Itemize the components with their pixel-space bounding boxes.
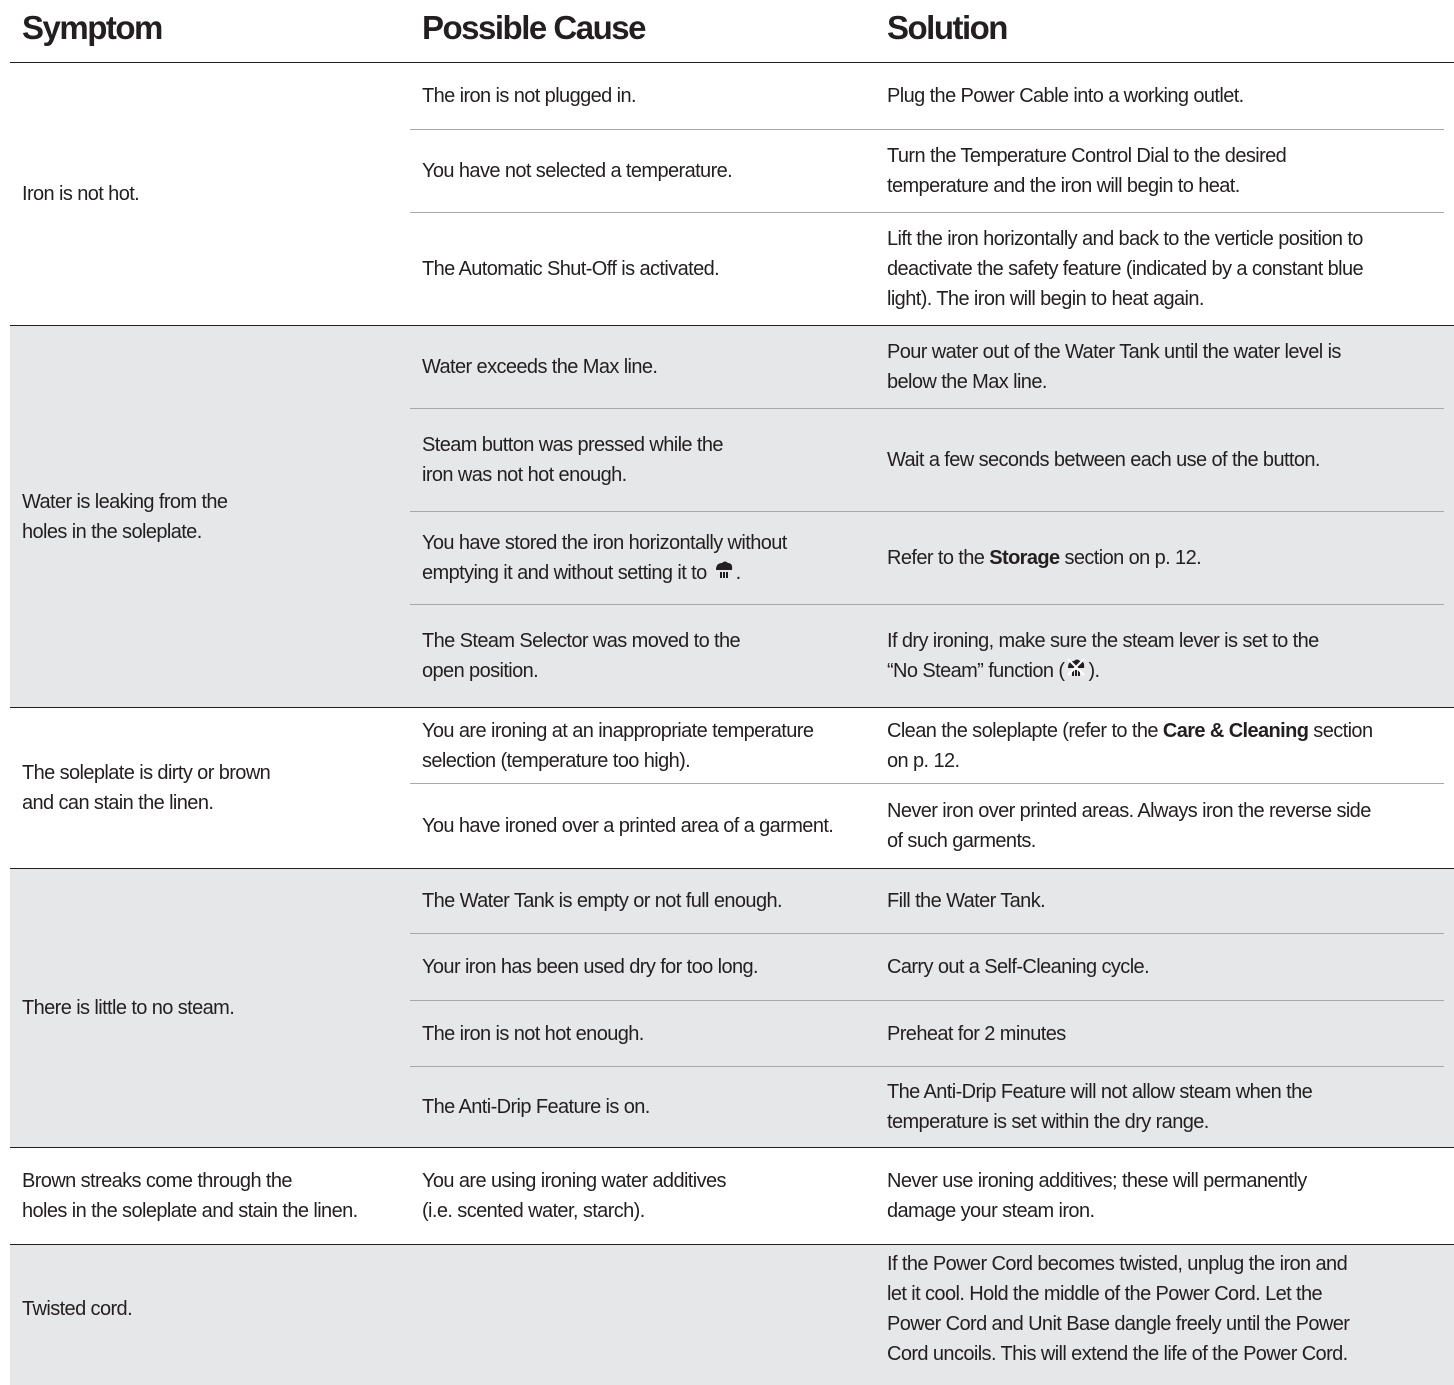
cause-cell: Steam button was pressed while the iron was not hot enough. (422, 434, 723, 486)
header-solution: Solution (887, 9, 1007, 46)
cause-cell: You have ironed over a printed area of a garment. (422, 815, 834, 837)
symptom-cell: There is little to no steam. (22, 997, 235, 1019)
symptom-cell: Brown streaks come through the holes in the soleplate and stain the linen. (22, 1170, 358, 1222)
cause-cell: You have not selected a temperature. (422, 160, 733, 182)
header-possible-cause: Possible Cause (422, 9, 645, 46)
header-symptom: Symptom (22, 9, 162, 46)
symptom-cell: The soleplate is dirty or brown and can stain the linen. (22, 762, 271, 814)
solution-cell: Turn the Temperature Control Dial to the desired temperature and the iron will begin to heat. (887, 145, 1287, 197)
solution-cell: Never use ironing additives; these will permanently damage your steam iron. (887, 1170, 1307, 1222)
cause-cell: You have stored the iron horizontally without emptying it and without setting it to . (422, 512, 872, 604)
solution-cell: Lift the iron horizontally and back to the verticle position to deactivate the safety feature (indicated by a constant blue light). The iron will begin to heat again. (887, 228, 1364, 310)
care-cleaning-section-ref: Care & Cleaning (1162, 719, 1309, 742)
solution-cell: Wait a few seconds between each use of the button. (887, 449, 1320, 471)
cause-cell (422, 1245, 872, 1373)
symptom-cell: Iron is not hot. (22, 183, 140, 205)
solution-cell: Carry out a Self-Cleaning cycle. (887, 956, 1150, 978)
cause-cell: The iron is not hot enough. (422, 1022, 644, 1045)
cause-cell: The Automatic Shut-Off is activated. (422, 258, 720, 280)
no-steam-symbol-icon (1066, 656, 1086, 686)
solution-cell: Refer to the Storage section on p. 12. (887, 547, 1202, 569)
solution-cell: Never iron over printed areas. Always iron the reverse side of such garments. (887, 800, 1371, 852)
solution-cell: Preheat for 2 minutes (887, 1022, 1066, 1045)
cause-cell: The iron is not plugged in. (422, 85, 636, 107)
solution-cell: Fill the Water Tank. (887, 890, 1046, 912)
solution-cell: If dry ironing, make sure the steam lever is set to the “No Steam” function ( ). (887, 605, 1447, 707)
solution-cell: If the Power Cord becomes twisted, unplug the iron and let it cool. Hold the middle of the Power Cord. Let the Power Cord and Unit Base dangle freely until the Power Cord uncoils. This will extend the life of the Power Cord. (887, 1253, 1350, 1365)
cause-cell: Water exceeds the Max line. (422, 356, 658, 378)
cause-cell: Your iron has been used dry for too long. (422, 956, 759, 978)
cause-cell: The Anti-Drip Feature is on. (422, 1096, 650, 1118)
solution-cell: The Anti-Drip Feature will not allow steam when the temperature is set within the dry range. (887, 1081, 1313, 1133)
storage-section-ref: Storage (989, 547, 1060, 569)
solution-cell: Pour water out of the Water Tank until the water level is below the Max line. (887, 341, 1341, 393)
cause-cell: The Water Tank is empty or not full enough. (422, 890, 782, 912)
solution-cell: Plug the Power Cable into a working outlet. (887, 85, 1244, 107)
cause-cell: The Steam Selector was moved to the open position. (422, 630, 741, 682)
cause-cell: You are using ironing water additives (i.e. scented water, starch). (422, 1170, 726, 1222)
symptom-cell: Twisted cord. (22, 1298, 133, 1320)
solution-cell: Clean the soleplapte (refer to the Care & Cleaning section on p. 12. (887, 719, 1373, 772)
steam-symbol-icon (714, 558, 734, 588)
symptom-cell: Water is leaking from the holes in the soleplate. (22, 490, 228, 543)
cause-cell: You are ironing at an inappropriate temperature selection (temperature too high). (422, 719, 814, 772)
table-header (0, 0, 1454, 62)
